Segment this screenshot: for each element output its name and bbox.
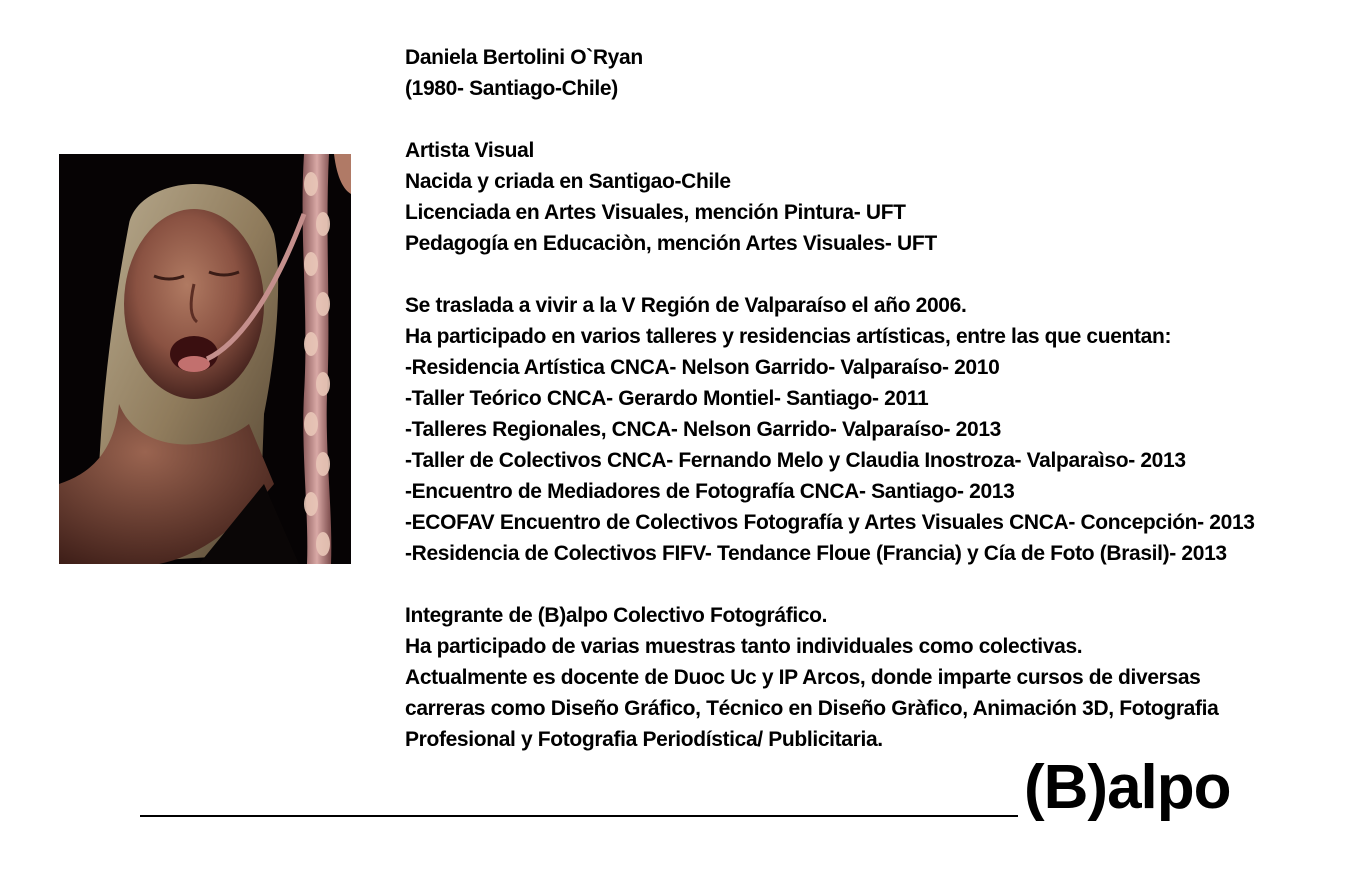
- career-line: Profesional y Fotografia Periodística/ Publicitaria.: [405, 728, 883, 751]
- residency-line: Se traslada a vivir a la V Región de Valparaíso el año 2006.: [405, 294, 967, 317]
- profile-line: Nacida y criada en Santigao-Chile: [405, 170, 731, 193]
- residency-item: -Taller Teórico CNCA- Gerardo Montiel- Santiago- 2011: [405, 387, 929, 410]
- profile-line: Artista Visual: [405, 139, 534, 162]
- residency-item: -ECOFAV Encuentro de Colectivos Fotografía y Artes Visuales CNCA- Concepción- 2013: [405, 511, 1255, 534]
- paragraph-spacer: [405, 569, 1345, 600]
- artist-bio: [405, 42, 1345, 755]
- brand-wordmark: (B)alpo: [1024, 753, 1231, 822]
- artist-portrait-photo: [59, 154, 351, 564]
- artist-birth: (1980- Santiago-Chile): [405, 77, 618, 100]
- residency-item: -Residencia de Colectivos FIFV- Tendance Floue (Francia) y Cía de Foto (Brasil)- 2013: [405, 542, 1227, 565]
- career-line: Actualmente es docente de Duoc Uc y IP Arcos, donde imparte cursos de diversas: [405, 666, 1201, 689]
- footer-rule: [140, 815, 1018, 817]
- career-line: Ha participado de varias muestras tanto individuales como colectivas.: [405, 635, 1083, 658]
- residency-item: -Talleres Regionales, CNCA- Nelson Garrido- Valparaíso- 2013: [405, 418, 1001, 441]
- paragraph-spacer: [405, 104, 1345, 135]
- residency-item: -Encuentro de Mediadores de Fotografía CNCA- Santiago- 2013: [405, 480, 1015, 503]
- residency-item: -Residencia Artística CNCA- Nelson Garrido- Valparaíso- 2010: [405, 356, 1000, 379]
- profile-line: Licenciada en Artes Visuales, mención Pintura- UFT: [405, 201, 906, 224]
- profile-line: Pedagogía en Educaciòn, mención Artes Visuales- UFT: [405, 232, 937, 255]
- career-line: Integrante de (B)alpo Colectivo Fotográfico.: [405, 604, 828, 627]
- artist-name: Daniela Bertolini O`Ryan: [405, 46, 643, 69]
- paragraph-spacer: [405, 259, 1345, 290]
- residency-line: Ha participado en varios talleres y residencias artísticas, entre las que cuentan:: [405, 325, 1172, 348]
- career-line: carreras como Diseño Gráfico, Técnico en Diseño Gràfico, Animación 3D, Fotografia: [405, 697, 1219, 720]
- residency-item: -Taller de Colectivos CNCA- Fernando Melo y Claudia Inostroza- Valparaìso- 2013: [405, 449, 1186, 472]
